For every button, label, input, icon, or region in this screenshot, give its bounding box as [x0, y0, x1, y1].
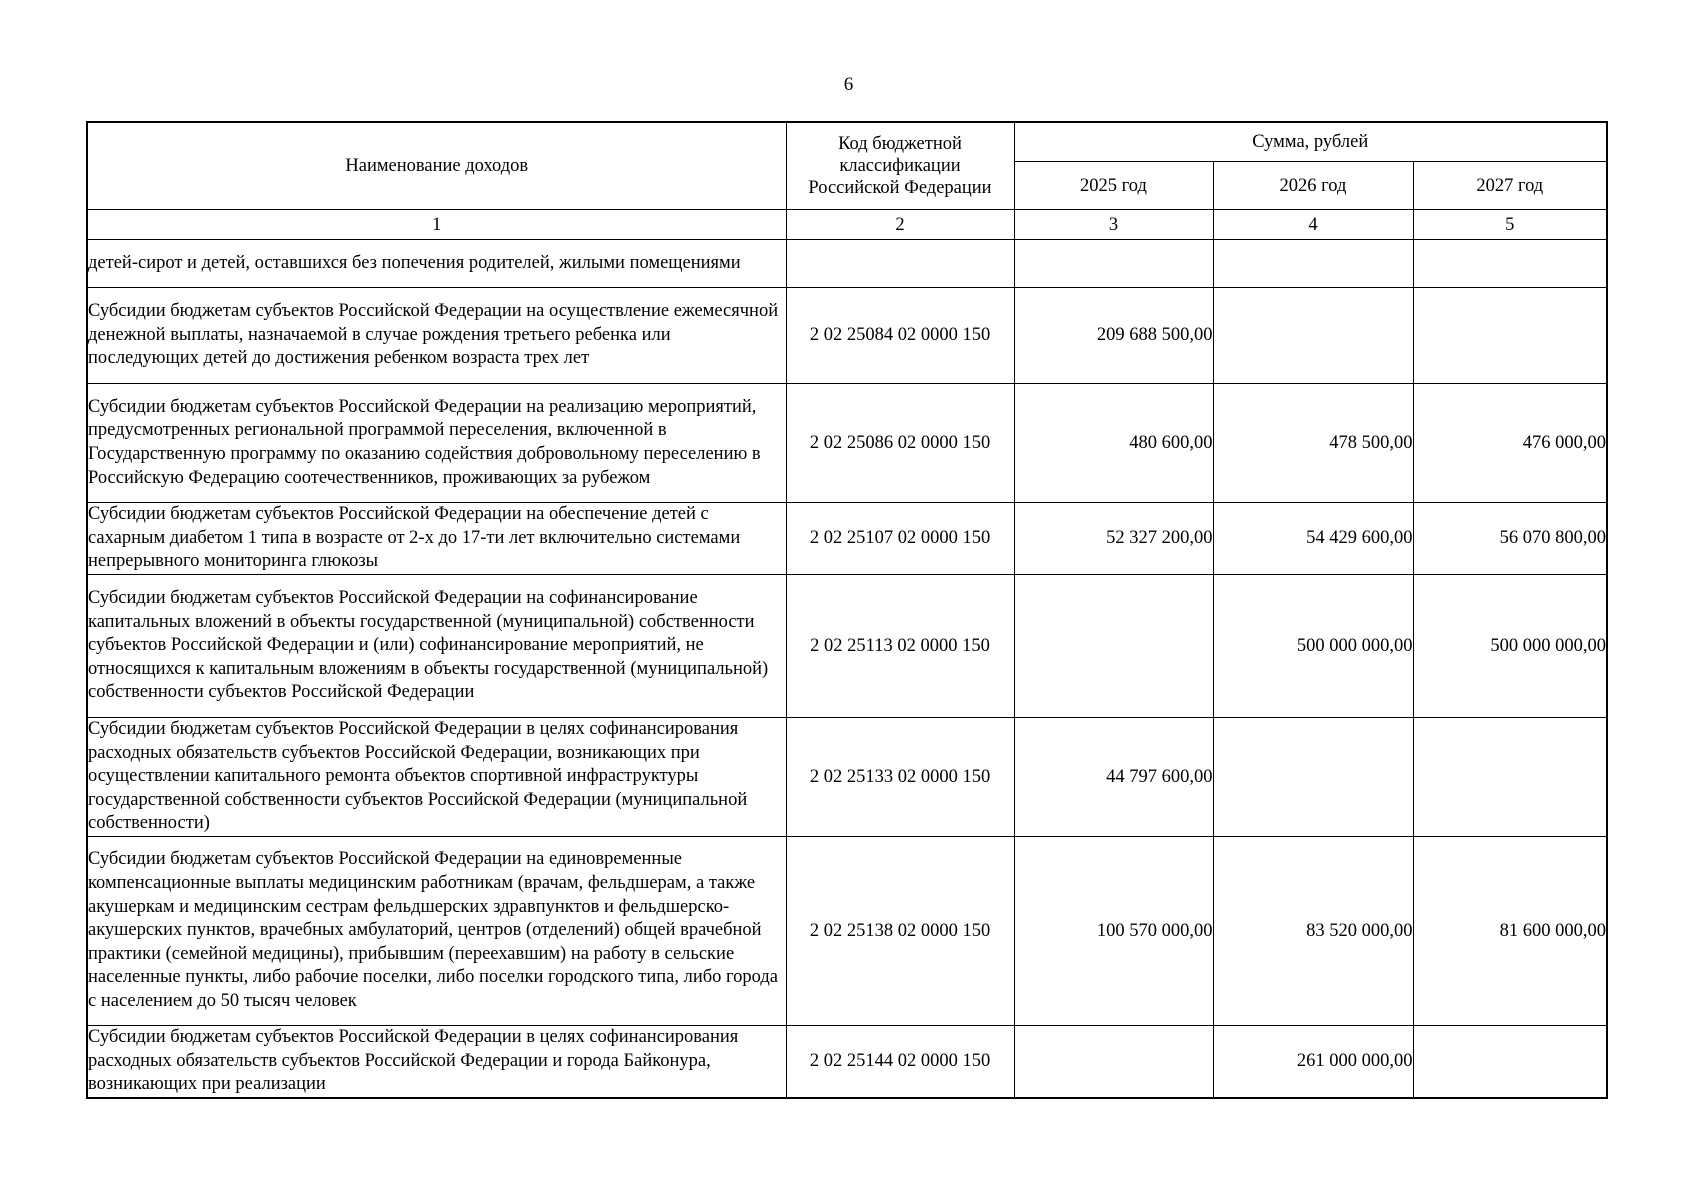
- header-year-2025: 2025 год: [1014, 162, 1213, 210]
- budget-code: 2 02 25133 02 0000 150: [786, 718, 1014, 837]
- amount-2026: 83 520 000,00: [1213, 837, 1413, 1026]
- income-name: Субсидии бюджетам субъектов Российской Федерации на софинансирование капитальных вложений в объекты государственной (муниципальной) собственности субъектов Российской Федерации и (или) софинансирование мероприятий, не относящихся к капитальным вложениям в объекты государственной (муниципальной) собственности субъектов Российской Федерации: [87, 575, 786, 718]
- amount-2027: [1413, 288, 1607, 384]
- column-number: 1: [87, 210, 786, 240]
- amount-2025: 44 797 600,00: [1014, 718, 1213, 837]
- income-name: Субсидии бюджетам субъектов Российской Федерации на единовременные компенсационные выплаты медицинским работникам (врачам, фельдшерам, а также акушеркам и медицинским сестрам фельдшерских здравпунктов и фельдшерско-акушерских пунктов, врачебных амбулаторий, центров (отделений) общей врачебной практики (семейной медицины), прибывшим (переехавшим) на работу в сельские населенные пункты, либо рабочие поселки, либо поселки городского типа, либо города с населением до 50 тысяч человек: [87, 837, 786, 1026]
- amount-2027: 476 000,00: [1413, 384, 1607, 503]
- amount-2026: [1213, 718, 1413, 837]
- budget-code: 2 02 25144 02 0000 150: [786, 1026, 1014, 1098]
- budget-code: 2 02 25086 02 0000 150: [786, 384, 1014, 503]
- amount-2025: 100 570 000,00: [1014, 837, 1213, 1026]
- amount-2027: 56 070 800,00: [1413, 503, 1607, 575]
- income-name: детей-сирот и детей, оставшихся без попечения родителей, жилыми помещениями: [87, 240, 786, 288]
- table-row: [87, 288, 1607, 384]
- table-row: [87, 575, 1607, 718]
- amount-2025: 52 327 200,00: [1014, 503, 1213, 575]
- amount-2026: [1213, 240, 1413, 288]
- amount-2027: [1413, 240, 1607, 288]
- column-number: 4: [1213, 210, 1413, 240]
- header-year-2027: 2027 год: [1413, 162, 1607, 210]
- table-row: [87, 503, 1607, 575]
- page-number: 6: [843, 74, 854, 95]
- header-budget-code: Код бюджетной классификации Российской Федерации: [786, 122, 1014, 210]
- income-table: [86, 121, 1608, 1099]
- table-row: [87, 240, 1607, 288]
- amount-2025: [1014, 1026, 1213, 1098]
- income-name: Субсидии бюджетам субъектов Российской Федерации на обеспечение детей с сахарным диабетом 1 типа в возрасте от 2-х до 17-ти лет включительно системами непрерывного мониторинга глюкозы: [87, 503, 786, 575]
- budget-code: 2 02 25084 02 0000 150: [786, 288, 1014, 384]
- amount-2027: [1413, 1026, 1607, 1098]
- column-number: 2: [786, 210, 1014, 240]
- budget-code: 2 02 25107 02 0000 150: [786, 503, 1014, 575]
- amount-2026: 500 000 000,00: [1213, 575, 1413, 718]
- amount-2025: [1014, 575, 1213, 718]
- table-row: [87, 718, 1607, 837]
- header-income-name: Наименование доходов: [87, 122, 786, 210]
- table-row: [87, 837, 1607, 1026]
- amount-2025: [1014, 240, 1213, 288]
- income-name: Субсидии бюджетам субъектов Российской Федерации на реализацию мероприятий, предусмотренных региональной программой переселения, включенной в Государственную программу по оказанию содействия добровольному переселению в Российскую Федерацию соотечественников, проживающих за рубежом: [87, 384, 786, 503]
- header-sum: Сумма, рублей: [1014, 122, 1607, 162]
- amount-2026: 54 429 600,00: [1213, 503, 1413, 575]
- amount-2026: 261 000 000,00: [1213, 1026, 1413, 1098]
- amount-2025: 209 688 500,00: [1014, 288, 1213, 384]
- income-name: Субсидии бюджетам субъектов Российской Федерации в целях софинансирования расходных обязательств субъектов Российской Федерации и города Байконура, возникающих при реализации: [87, 1026, 786, 1098]
- amount-2027: 81 600 000,00: [1413, 837, 1607, 1026]
- income-name: Субсидии бюджетам субъектов Российской Федерации на осуществление ежемесячной денежной выплаты, назначаемой в случае рождения третьего ребенка или последующих детей до достижения ребенком возраста трех лет: [87, 288, 786, 384]
- table-row: [87, 1026, 1607, 1098]
- budget-code: [786, 240, 1014, 288]
- column-number: 5: [1413, 210, 1607, 240]
- column-number: 3: [1014, 210, 1213, 240]
- header-year-2026: 2026 год: [1213, 162, 1413, 210]
- table-row: [87, 384, 1607, 503]
- column-number-row: [87, 210, 1607, 240]
- amount-2027: [1413, 718, 1607, 837]
- amount-2026: 478 500,00: [1213, 384, 1413, 503]
- amount-2025: 480 600,00: [1014, 384, 1213, 503]
- income-name: Субсидии бюджетам субъектов Российской Федерации в целях софинансирования расходных обязательств субъектов Российской Федерации, возникающих при осуществлении капитального ремонта объектов спортивной инфраструктуры государственной собственности субъектов Российской Федерации (муниципальной собственности): [87, 718, 786, 837]
- amount-2027: 500 000 000,00: [1413, 575, 1607, 718]
- amount-2026: [1213, 288, 1413, 384]
- budget-code: 2 02 25138 02 0000 150: [786, 837, 1014, 1026]
- budget-code: 2 02 25113 02 0000 150: [786, 575, 1014, 718]
